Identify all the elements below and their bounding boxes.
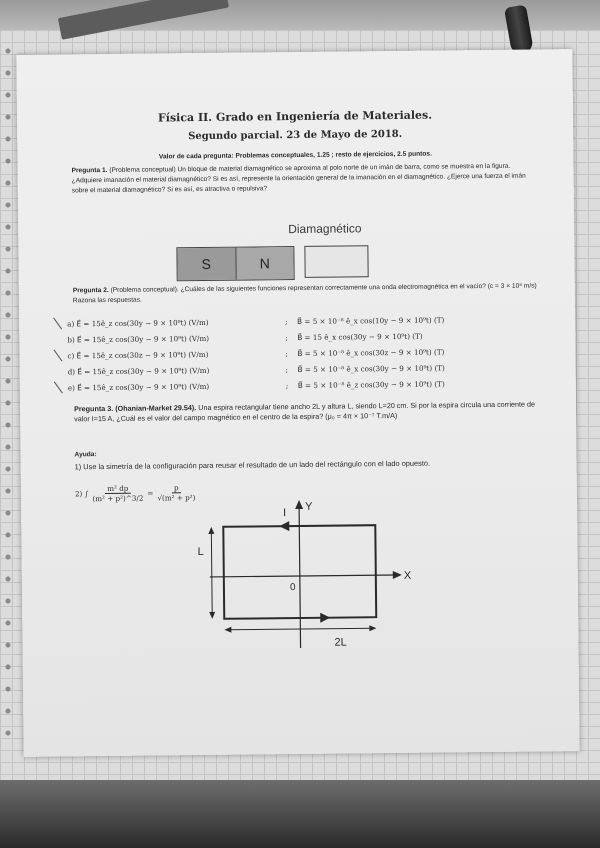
- option-e: [68, 377, 548, 394]
- option-b-magnetic: B⃗ = 15 ê_x cos(30y − 9 × 10⁹t) (T): [297, 331, 423, 343]
- option-a-separator: ;: [285, 317, 288, 327]
- option-e-electric: e) E⃗ = 15ê_z cos(30y − 9 × 10⁹t) (V/m): [67, 381, 210, 393]
- y-axis-label: Y: [305, 500, 313, 513]
- hint-2-rhs-numerator: p: [172, 483, 181, 493]
- option-d-separator: ;: [285, 365, 289, 375]
- x-axis-label: X: [403, 569, 412, 582]
- option-c-separator: ;: [285, 349, 288, 359]
- height-arrow-bottom: [209, 612, 215, 619]
- option-b-electric: b) E⃗ = 15ê_z cos(30y − 9 × 10⁹t) (V/m): [67, 333, 210, 345]
- pen-tick-a: [53, 318, 62, 330]
- hint-2-denominator: (m² + p²)^3/2: [92, 493, 144, 504]
- hint-2-lhs-fraction: [92, 484, 143, 504]
- width-arrow-left: [224, 627, 231, 633]
- width-label: 2L: [334, 636, 347, 649]
- question-1: [72, 161, 542, 196]
- table-edge: [0, 780, 600, 848]
- option-b-separator: ;: [285, 333, 288, 343]
- hint-2-integral: [75, 483, 196, 503]
- x-axis: [210, 575, 396, 577]
- exam-sheet: [16, 49, 579, 757]
- hint-1: 1) Use la simetría de la configuración para reusar el resultado de un lado del rectángulo con el lado opuesto.: [74, 458, 431, 472]
- option-e-separator: ;: [285, 381, 289, 391]
- hint-2-rhs-denominator: √(m² + p²): [157, 493, 196, 503]
- pen-tick-e: [54, 382, 63, 394]
- height-label: L: [197, 545, 204, 559]
- question-1-label: Pregunta 1.: [71, 166, 108, 175]
- width-arrow-right: [369, 625, 376, 631]
- height-arrow-top: [208, 527, 214, 534]
- y-axis-arrow: [295, 500, 303, 509]
- hint-2-numerator: m² dp: [105, 484, 130, 494]
- option-d: [68, 361, 548, 378]
- hint-2-prefix: 2) ∫: [74, 489, 89, 499]
- diamagnetic-label: Diamagnético: [288, 221, 362, 237]
- question-3-text: Una espira rectangular tiene ancho 2L y altura L, siendo L=20 cm. Si por la espira circula una corriente de valor I=15 A, ¿Cuál es el valor del campo magnético en el centro de la espira? (μ₀ = 4π × 10⁻⁷ T.m/A): [74, 399, 536, 424]
- exam-subtitle: Segundo parcial. 23 de Mayo de 2018.: [188, 128, 403, 143]
- magnet-pole-s: S: [177, 248, 235, 281]
- origin-label: 0: [289, 582, 296, 594]
- pen-tick-c: [54, 350, 63, 362]
- question-2: [73, 281, 543, 306]
- current-arrow-top: [279, 521, 289, 531]
- question-3-label: Pregunta 3. (Ohanian-Market 29.54).: [74, 403, 197, 414]
- y-axis: [299, 506, 300, 648]
- current-label: I: [283, 507, 287, 520]
- height-dimension-line: [211, 529, 212, 617]
- option-b: [67, 329, 547, 346]
- x-axis-arrow: [393, 571, 402, 579]
- question-2-text: (Problema conceptual). ¿Cuáles de las siguientes funciones representan correctamente una onda electromagnética en el vacío? (c = 3 × 10⁸ m/s) Razona las respuestas.: [72, 282, 537, 305]
- magnet-pole-n: N: [235, 247, 294, 280]
- option-c-magnetic: B⃗ = 5 × 10⁻⁸ ê_x cos(30z − 9 × 10⁹t) (T): [297, 347, 445, 359]
- option-e-magnetic: B⃗ = 5 × 10⁻⁸ ê_z cos(30y − 9 × 10⁹t) (T): [297, 379, 445, 391]
- diamagnetic-block: [304, 245, 368, 278]
- question-3: [74, 399, 544, 424]
- option-d-electric: d) E⃗ = 15ê_z cos(30y − 9 × 10⁹t) (V/m): [67, 365, 210, 377]
- exam-title: Física II. Grado en Ingeniería de Materiales.: [157, 108, 433, 125]
- option-a: [67, 313, 547, 330]
- binder-holes: [2, 40, 14, 740]
- points-line: Valor de cada pregunta: Problemas conceptuales, 1.25 ; resto de ejercicios, 2.5 puntos.: [158, 150, 432, 161]
- help-label: Ayuda:: [74, 451, 97, 459]
- option-c-electric: c) E⃗ = 15ê_z cos(30z − 9 × 10⁹t) (V/m): [67, 349, 209, 361]
- option-a-electric: a) E⃗ = 15ê_z cos(30y − 9 × 10⁹t) (V/m): [67, 317, 209, 329]
- current-arrow-bottom: [320, 613, 330, 623]
- option-c: [67, 345, 547, 362]
- loop-diagram: [183, 497, 425, 650]
- option-a-magnetic: B⃗ = 5 × 10⁻⁸ ê_x cos(10y − 9 × 10⁹t) (T): [297, 315, 445, 327]
- question-2-label: Pregunta 2.: [72, 286, 109, 295]
- hint-2-equals: =: [147, 488, 154, 498]
- question-1-text: (Problema conceptual) Un bloque de material diamagnético se aproxima al polo norte de un imán de barra, como se muestra en la figura. ¿Adquiere imanación el material diamagnético? Si es así, represente la orientación general de la imanación en el diamagnético. ¿Ejerce una fuerza el imán sobre el material diamagnético? Si es así, es atractiva o repulsiva?: [71, 162, 526, 195]
- bar-magnet: [176, 246, 294, 281]
- option-d-magnetic: B⃗ = 5 × 10⁻⁸ ê_x cos(30y − 9 × 10⁹t) (T): [297, 363, 445, 375]
